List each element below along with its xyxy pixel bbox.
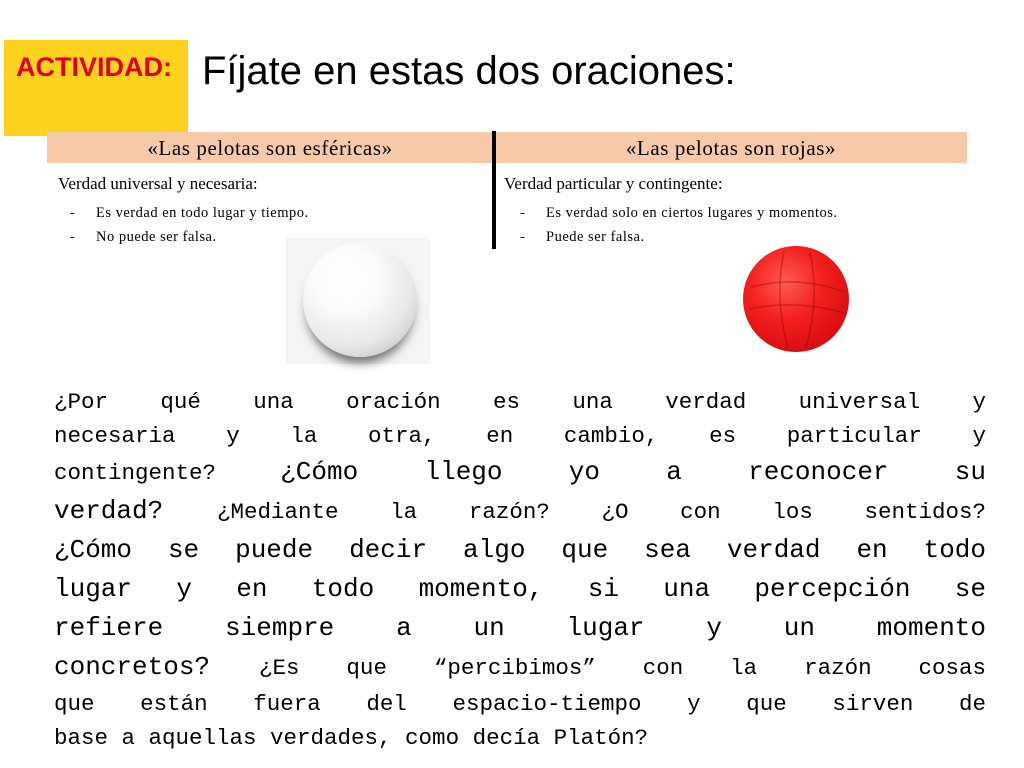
paragraph-line (54, 571, 986, 610)
paragraph-segment: verdad? (54, 496, 217, 526)
left-bullet-text: Es verdad en todo lugar y tiempo. (96, 205, 309, 221)
paragraph-segment: ¿Mediante la razón? ¿O con los sentidos? (216, 499, 986, 525)
right-subheading: Verdad particular y contingente: (504, 174, 723, 193)
paragraph-segment: ¿Cómo llego yo a reconocer su (280, 457, 986, 487)
paragraph-segment: refiere siempre a un lugar y un momento (54, 613, 986, 643)
paragraph-segment: base a aquellas verdades, como decía Platón? (54, 725, 649, 751)
bullet-dash: - (70, 205, 76, 221)
paragraph-line (54, 386, 986, 420)
left-bullet-item (70, 227, 217, 247)
paragraph-segment: ¿Por qué una oración es una verdad universal y (54, 389, 986, 415)
paragraph-line (54, 454, 986, 493)
page-title: Fíjate en estas dos oraciones: (202, 49, 736, 93)
paragraph-line (54, 722, 986, 756)
paragraph-line (54, 493, 986, 532)
left-column-header: «Las pelotas son esféricas» (147, 136, 393, 160)
paragraph-segment: ¿Cómo se puede decir algo que sea verdad en todo (54, 535, 986, 565)
bullet-dash: - (70, 229, 76, 245)
activity-badge-label: ACTIVIDAD: (16, 52, 172, 82)
paragraph-line (54, 688, 986, 722)
paragraph-segment: lugar y en todo momento, si una percepción se (54, 574, 986, 604)
red-ball-seams (744, 247, 848, 351)
paragraph-segment: ¿Es que “percibimos” con la razón cosas (259, 655, 986, 681)
question-paragraph (54, 386, 986, 756)
right-bullet-text: Es verdad solo en ciertos lugares y momentos. (546, 205, 838, 221)
activity-badge (4, 40, 188, 136)
bullet-dash: - (520, 229, 526, 245)
left-bullet-item (70, 203, 309, 223)
paragraph-line (54, 532, 986, 571)
paragraph-segment: que están fuera del espacio-tiempo y que sirven de (54, 691, 986, 717)
right-bullet-item (520, 227, 645, 247)
right-bullet-text: Puede ser falsa. (546, 229, 645, 245)
paragraph-segment: contingente? (54, 460, 281, 486)
bullet-dash: - (520, 205, 526, 221)
paragraph-segment: necesaria y la otra, en cambio, es particular y (54, 423, 986, 449)
right-column-header: «Las pelotas son rojas» (625, 136, 837, 160)
paragraph-line (54, 610, 986, 649)
paragraph-line (54, 649, 986, 688)
paragraph-line (54, 420, 986, 454)
left-bullet-text: No puede ser falsa. (96, 229, 217, 245)
white-ball-image (303, 243, 417, 357)
right-bullet-item (520, 203, 838, 223)
paragraph-segment: concretos? (54, 652, 260, 682)
left-subheading: Verdad universal y necesaria: (58, 174, 258, 193)
